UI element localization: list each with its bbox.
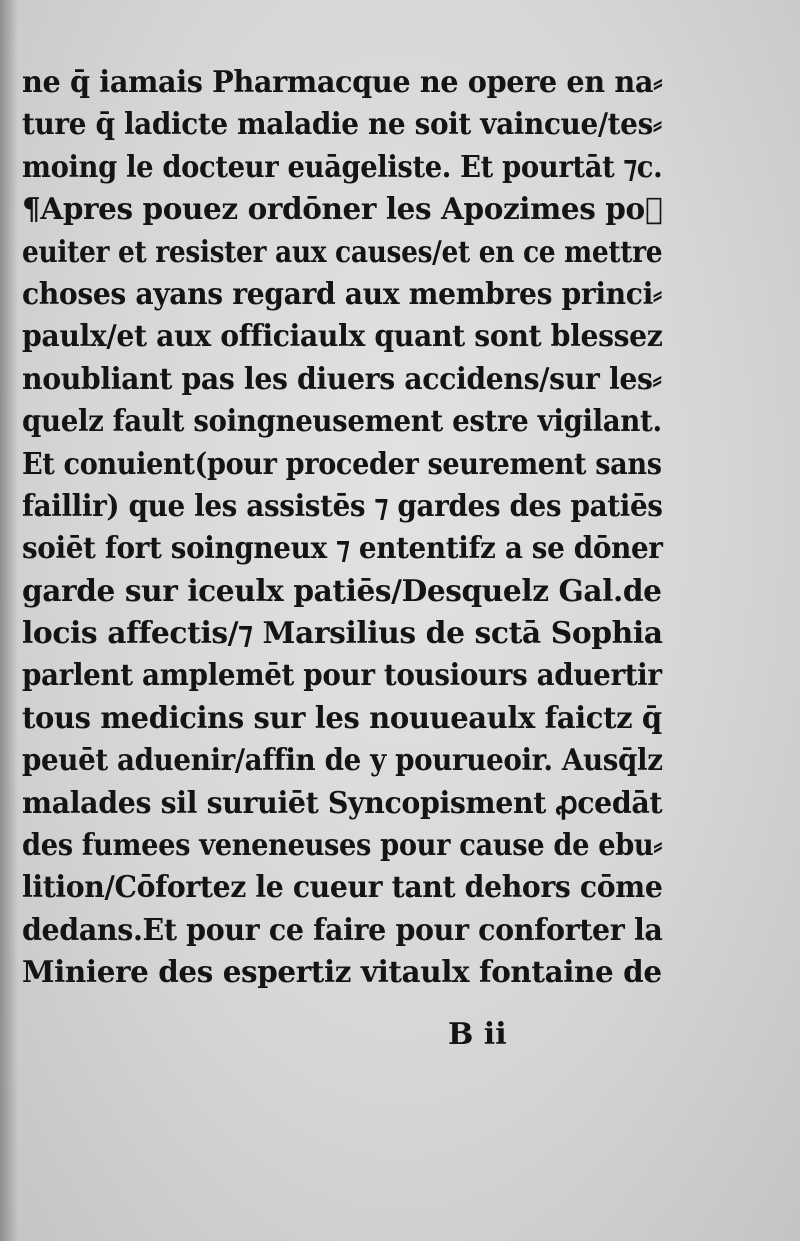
text-line: noubliant pas les diuers accidens/sur les⸗: [22, 361, 662, 397]
text-line: Et conuient(pour proceder seurement sans: [22, 446, 662, 482]
text-line: garde sur iceulx patiēs/Desquelz Gal.de: [22, 573, 662, 609]
signature-mark: B ii: [448, 1017, 507, 1052]
text-line: malades sil suruiēt Syncopisment ꝓcedāt: [22, 785, 663, 821]
text-line: lition/Cōfortez le cueur tant dehors cōme: [22, 870, 663, 906]
text-line: faillir) que les assistēs ⁊ gardes des patiēs: [22, 488, 663, 524]
text-line: quelz fault soingneusement estre vigilant.: [22, 404, 662, 440]
text-line: soiēt fort soingneux ⁊ ententifz a se dōner: [22, 531, 663, 567]
text-line: ¶Apres pouez ordōner les Apozimes po᷑: [22, 192, 663, 228]
text-line: euiter et resister aux causes/et en ce mettre: [22, 234, 663, 270]
body-text: [22, 62, 662, 995]
text-line: dedans.Et pour ce faire pour conforter la: [22, 912, 663, 948]
text-line: ture q̄ ladicte maladie ne soit vaincue/tes⸗: [22, 107, 662, 143]
text-line: parlent amplemēt pour tousiours aduertir: [22, 658, 662, 694]
text-line: Miniere des espertiz vitaulx fontaine de: [22, 955, 662, 991]
text-line: des fumees veneneuses pour cause de ebu⸗: [22, 828, 663, 864]
text-line: paulx/et aux officiaulx quant sont blessez: [22, 319, 663, 355]
text-line: peuēt aduenir/affin de y pourueoir. Ausq̄lz: [22, 743, 663, 779]
text-line: moing le docteur euāgeliste. Et pourtāt ⁊c.: [22, 149, 663, 185]
text-line: locis affectis/⁊ Marsilius de sctā Sophia: [22, 616, 663, 652]
text-line: choses ayans regard aux membres princi⸗: [22, 276, 662, 312]
text-line: tous medicins sur les nouueaulx faictz q̄: [22, 700, 662, 736]
text-line: ne q̄ iamais Pharmacque ne opere en na⸗: [22, 65, 663, 100]
